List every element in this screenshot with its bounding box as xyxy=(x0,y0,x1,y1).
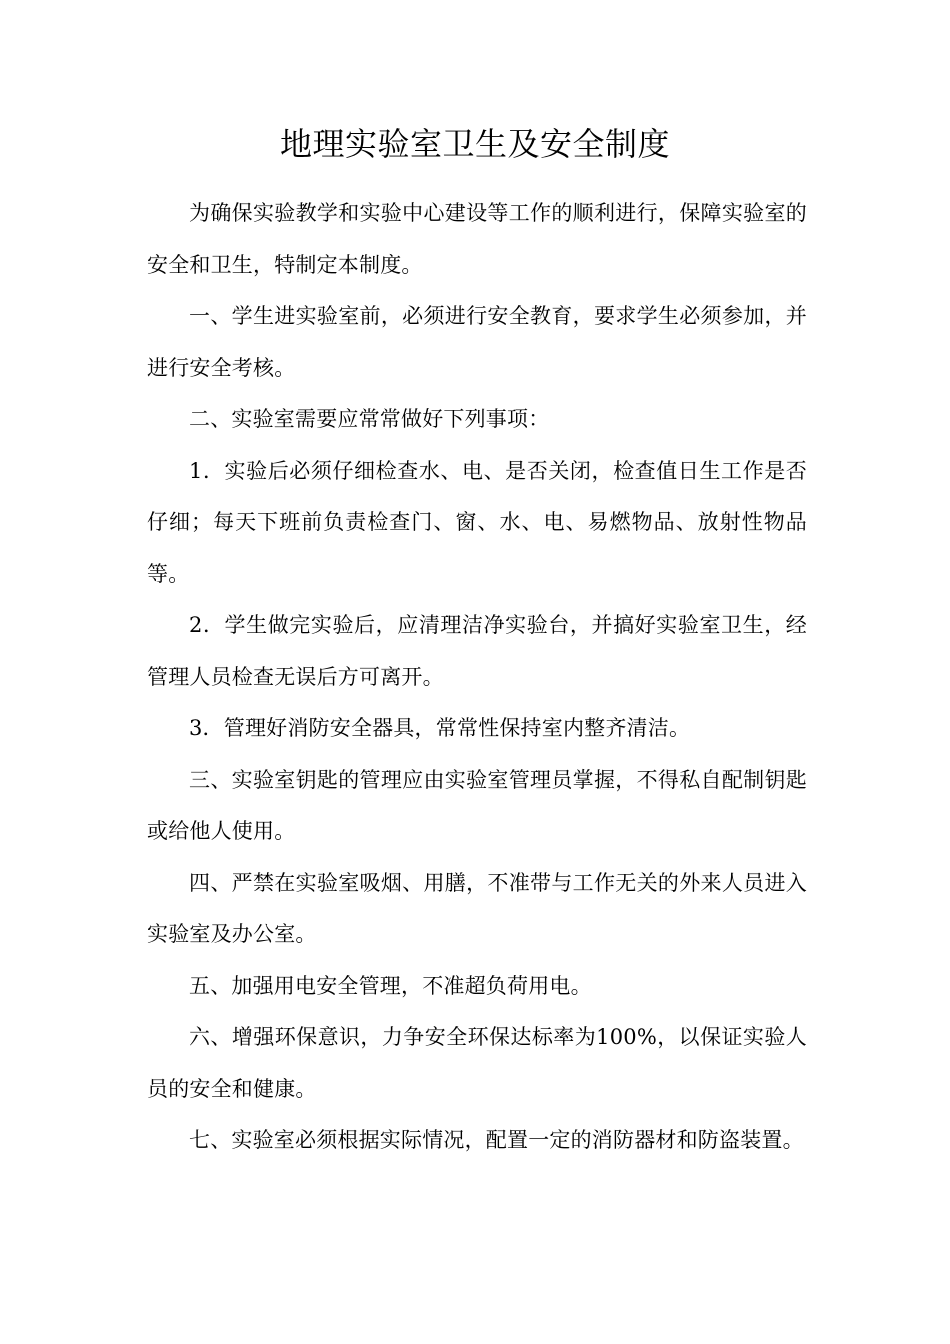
paragraph-subitem-3: 3．管理好消防安全器具，常常性保持室内整齐清洁。 xyxy=(189,716,691,740)
document-body xyxy=(147,188,807,1167)
paragraph-item-5: 五、加强用电安全管理，不准超负荷用电。 xyxy=(189,973,592,998)
paragraph-item-3: 三、实验室钥匙的管理应由实验室管理员掌握，不得私自配制钥匙或给他人使用。 xyxy=(147,767,807,843)
paragraph-intro: 为确保实验教学和实验中心建设等工作的顺利进行，保障实验室的安全和卫生，特制定本制度。 xyxy=(147,201,807,277)
paragraph-item-6: 六、增强环保意识，力争安全环保达标率为100%，以保证实验人员的安全和健康。 xyxy=(147,1025,807,1101)
paragraph-subitem-2: 2．学生做完实验后，应清理洁净实验台，并搞好实验室卫生，经管理人员检查无误后方可离开。 xyxy=(147,613,807,689)
document-title: 地理实验室卫生及安全制度 xyxy=(279,125,670,163)
paragraph-item-1: 一、学生进实验室前，必须进行安全教育，要求学生必须参加，并进行安全考核。 xyxy=(147,304,807,380)
paragraph-item-2: 二、实验室需要应常常做好下列事项： xyxy=(189,407,550,431)
paragraph-subitem-1: 1．实验后必须仔细检查水、电、是否关闭，检查值日生工作是否仔细；每天下班前负责检查门、窗、水、电、易燃物品、放射性物品等。 xyxy=(147,458,807,586)
paragraph-item-7: 七、实验室必须根据实际情况，配置一定的消防器材和防盗装置。 xyxy=(189,1128,804,1152)
paragraph-item-4: 四、严禁在实验室吸烟、用膳，不准带与工作无关的外来人员进入实验室及办公室。 xyxy=(147,870,807,946)
